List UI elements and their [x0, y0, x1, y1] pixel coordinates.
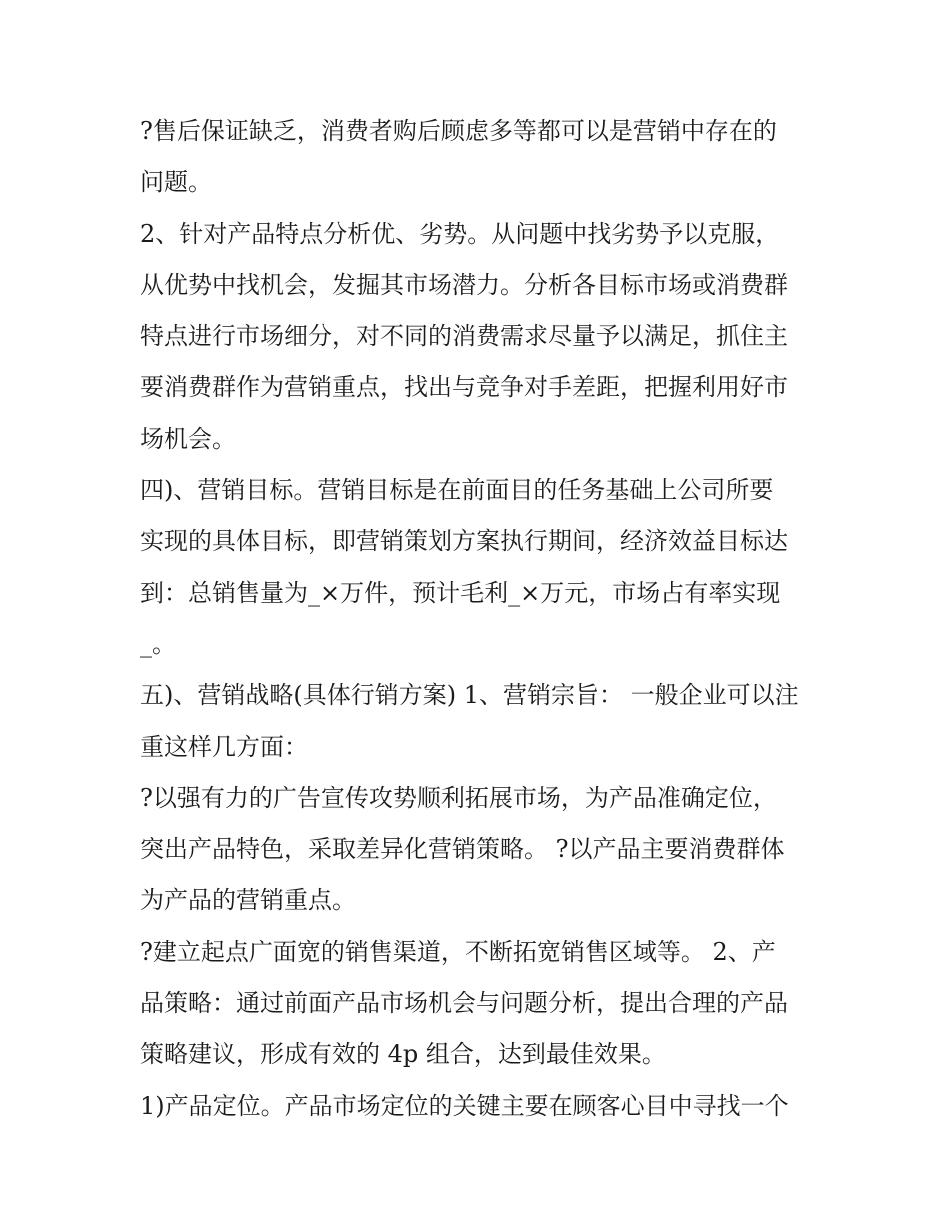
text-line: 重这样几方面：	[140, 732, 308, 761]
text-line: 为产品的营销重点。	[140, 886, 356, 915]
text-line: ?建立起点广面宽的销售渠道，不断拓宽销售区域等。 2、产	[140, 937, 776, 966]
text-line: 突出产品特色，采取差异化营销策略。 ?以产品主要消费群体	[140, 835, 785, 864]
text-line: 问题。	[140, 168, 212, 197]
text-line: 到：总销售量为_×万件，预计毛利_×万元，市场占有率实现	[140, 578, 781, 607]
text-line: 品策略：通过前面产品市场机会与问题分析，提出合理的产品	[140, 989, 788, 1018]
text-line: 策略建议，形成有效的 4p 组合，达到最佳效果。	[140, 1040, 666, 1069]
text-line: 特点进行市场细分，对不同的消费需求尽量予以满足，抓住主	[140, 322, 788, 351]
text-line: ?以强有力的广告宣传攻势顺利拓展市场，为产品准确定位，	[140, 783, 777, 812]
document-body	[140, 106, 820, 1132]
text-line: 实现的具体目标，即营销策划方案执行期间，经济效益目标达	[140, 527, 788, 556]
text-line: 五)、营销战略(具体行销方案) 1、营销宗旨： 一般企业可以注	[140, 681, 799, 710]
text-line: _。	[140, 629, 176, 658]
text-line: 2、针对产品特点分析优、劣势。从问题中找劣势予以克服，	[140, 219, 780, 248]
text-line: ?售后保证缺乏，消费者购后顾虑多等都可以是营销中存在的	[140, 117, 777, 145]
text-line: 要消费群作为营销重点，找出与竞争对手差距，把握利用好市	[140, 373, 788, 402]
text-line: 1)产品定位。产品市场定位的关键主要在顾客心目中寻找一个	[140, 1091, 789, 1120]
text-line: 从优势中找机会，发掘其市场潜力。分析各目标市场或消费群	[140, 270, 788, 299]
text-line: 四)、营销目标。营销目标是在前面目的任务基础上公司所要	[140, 476, 774, 505]
text-line: 场机会。	[140, 424, 236, 453]
